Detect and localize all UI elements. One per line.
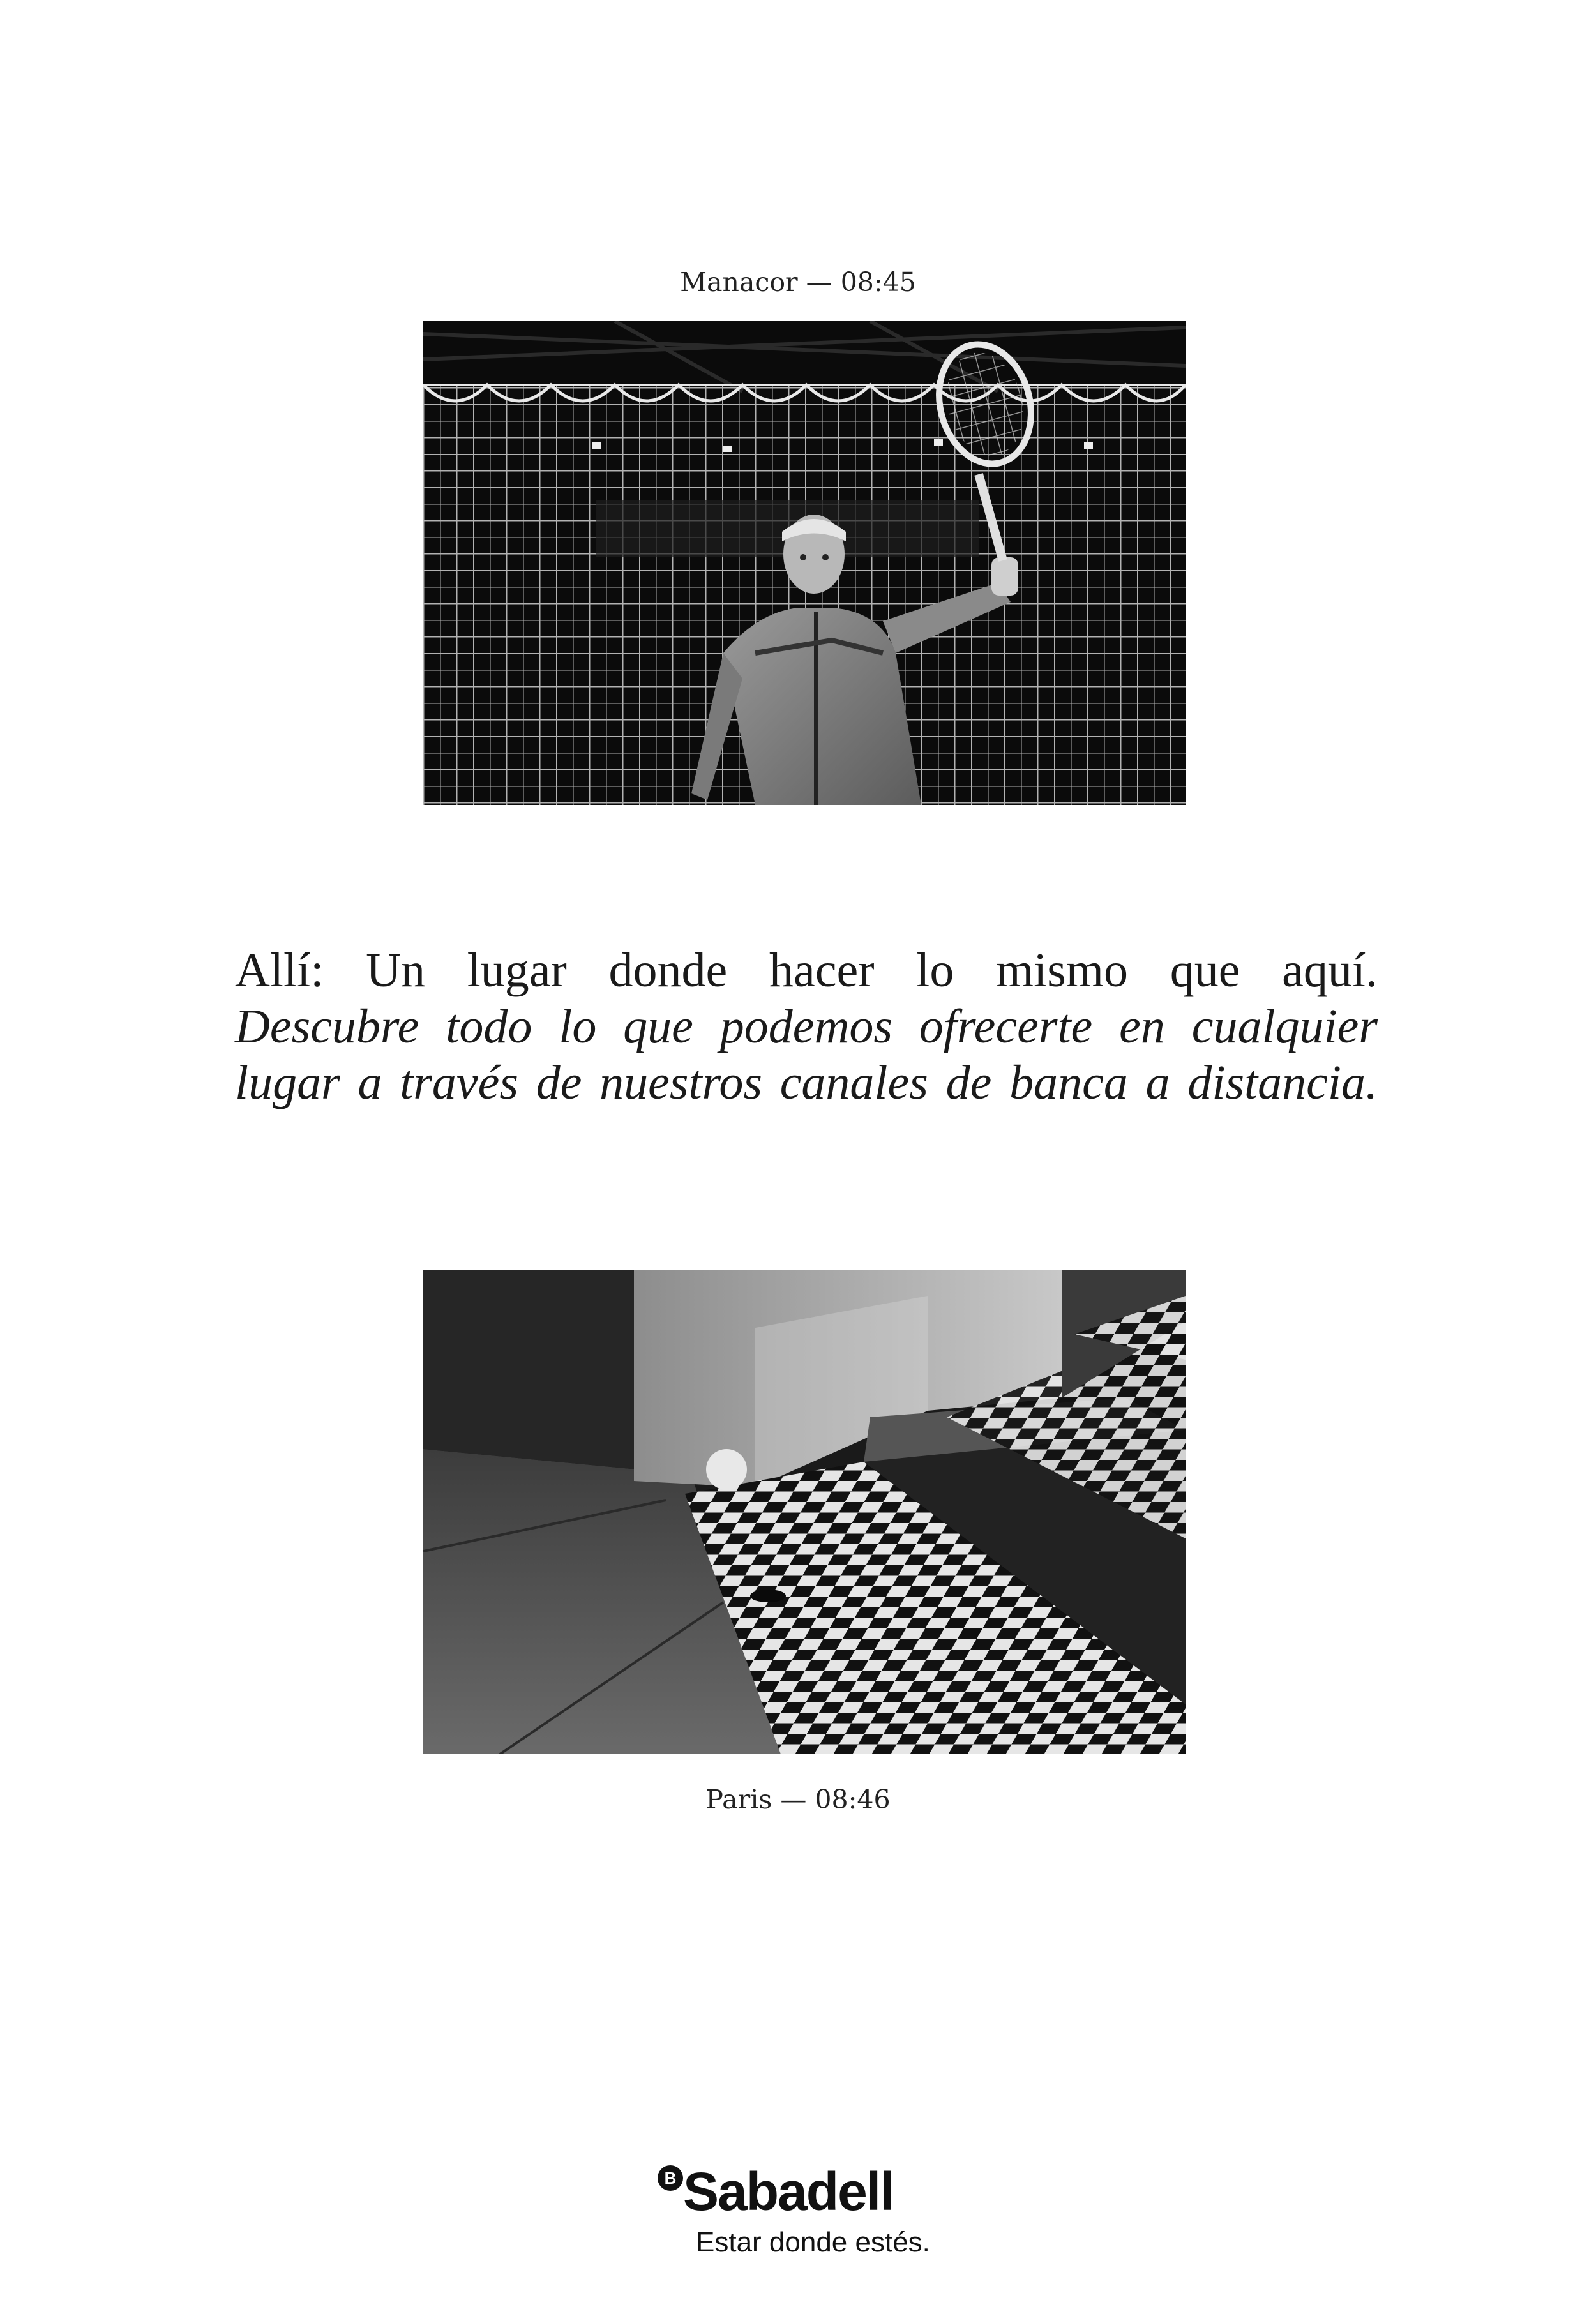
brand-tagline: Estar donde estés. xyxy=(696,2227,930,2258)
headline-block xyxy=(235,942,1378,1111)
headline-body-line-2: lugar a través de nuestros canales de banca a distancia. xyxy=(235,1056,1378,1109)
logo-mark-icon: B xyxy=(658,2165,683,2191)
checkered-tile-ball-photo xyxy=(423,1270,1186,1754)
headline-title: Allí: Un lugar donde hacer lo mismo que aquí. xyxy=(235,943,1378,997)
top-photo-caption: Manacor — 08:45 xyxy=(680,267,916,297)
bottom-photo-caption: Paris — 08:46 xyxy=(705,1784,891,1815)
headline-body-line-1: Descubre todo lo que podemos ofrecerte en cualquier xyxy=(235,1000,1378,1053)
tennis-player-net-photo xyxy=(423,321,1186,805)
brand-name: Sabadell xyxy=(683,2161,894,2221)
brand-block xyxy=(658,2161,938,2258)
sabadell-logo xyxy=(658,2163,938,2220)
